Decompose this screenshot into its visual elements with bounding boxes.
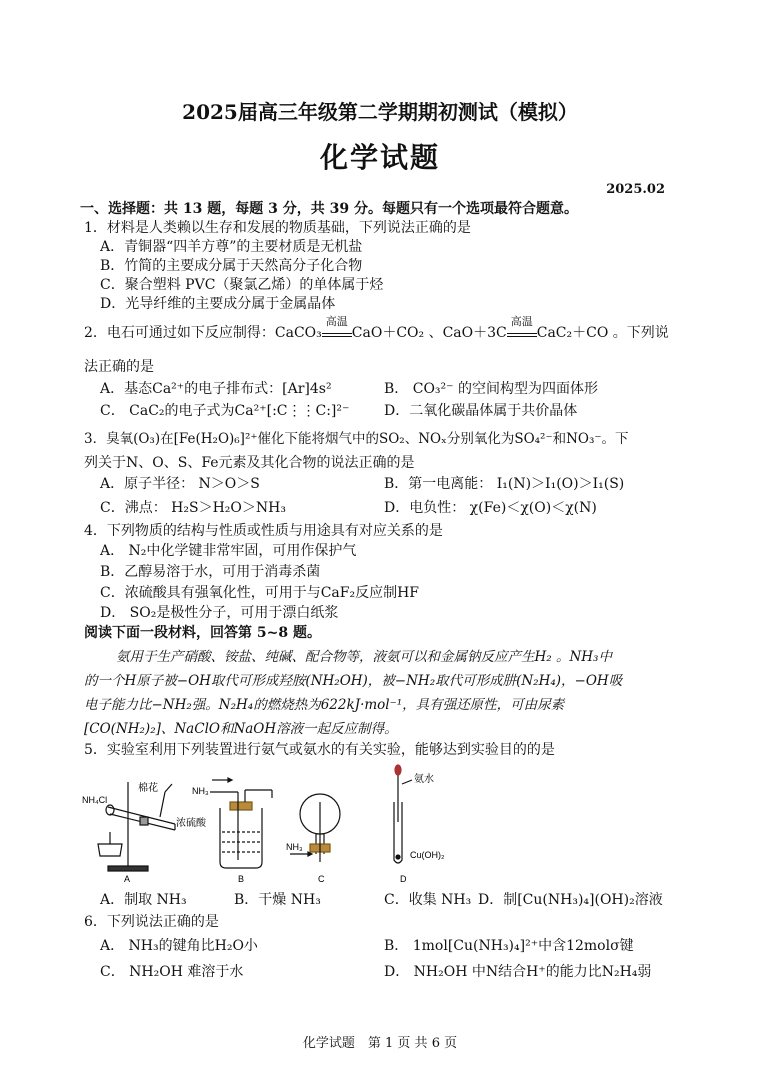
q5-option-c: C．收集 NH₃ — [384, 892, 472, 908]
page-footer: 化学试题 第 1 页 共 6 页 — [302, 1036, 458, 1051]
q3-option-c: C．沸点： H₂S＞H₂O＞NH₃ — [100, 500, 286, 516]
q1-option-a: A．青铜器“四羊方尊”的主要材质是无机盐 — [100, 239, 363, 255]
q1-option-b: B．竹简的主要成分属于天然高分子化合物 — [100, 258, 363, 274]
q2-stem — [84, 315, 669, 342]
a-reagent-label: NH₄Cl — [82, 795, 108, 805]
label-d: D — [400, 874, 407, 884]
q1-option-c: C．聚合塑料 PVC（聚氯乙烯）的单体属于烃 — [100, 277, 384, 293]
exam-title: 2025届高三年级第二学期期初测试（模拟） — [182, 100, 578, 124]
q4-option-a: A． N₂中化学键非常牢固，可用作保护气 — [100, 543, 357, 559]
section-heading: 一、选择题：共 13 题，每题 3 分，共 39 分。每题只有一个选项最符合题意。 — [80, 201, 578, 217]
q4-option-b: B．乙醇易溶于水，可用于消毒杀菌 — [100, 564, 321, 580]
label-b: B — [238, 874, 245, 884]
q2-part-2: CaC₂＋CO 。下列说 — [536, 325, 669, 341]
q6-option-c: C． NH₂OH 难溶于水 — [100, 964, 244, 980]
q4-stem: 4．下列物质的结构与性质或性质与用途具有对应关系的是 — [84, 523, 443, 539]
q5-stem: 5．实验室利用下列装置进行氨气或氨水的有关实验，能够达到实验目的的是 — [84, 742, 555, 758]
q6-option-a: A． NH₃的键角比H₂O小 — [100, 938, 258, 954]
q2-option-a: A．基态Ca²⁺的电子排布式：[Ar]4s² — [100, 381, 332, 397]
q2-option-b: B． CO₃²⁻ 的空间构型为四面体形 — [384, 381, 598, 397]
subject-title: 化学试题 — [319, 141, 440, 174]
d-solid-label: Cu(OH)₂ — [410, 850, 445, 860]
b-acid-label: 浓硫酸 — [176, 818, 206, 829]
apparatus-b — [210, 778, 272, 868]
q3-option-d: D．电负性： χ(Fe)＜χ(O)＜χ(N) — [384, 500, 597, 516]
label-c: C — [318, 874, 325, 884]
q3-stem: 3．臭氧(O₃)在[Fe(H₂O)₆]²⁺催化下能将烟气中的SO₂、NOₓ分别氧化为SO₄²⁻和NO₃⁻。下 — [84, 431, 629, 447]
q4-option-d: D． SO₂是极性分子，可用于漂白纸浆 — [100, 605, 339, 621]
q1-stem: 1．材料是人类赖以生存和发展的物质基础，下列说法正确的是 — [84, 220, 471, 236]
q5-option-d: D．制[Cu(NH₃)₄](OH)₂溶液 — [478, 892, 663, 908]
q5-option-b: B．干燥 NH₃ — [234, 892, 321, 908]
reading-line-4: [CO(NH₂)₂]、NaClO和NaOH溶液一起反应制得。 — [84, 721, 398, 737]
q5-apparatus-figure — [80, 762, 700, 892]
b-gas-label: NH₃ — [192, 786, 209, 796]
apparatus-d — [394, 765, 412, 863]
q2-stem-start: 2．电石可通过如下反应制得：CaCO₃ — [84, 325, 322, 341]
d-liquid-label: 氨水 — [414, 774, 434, 785]
label-a: A — [124, 874, 131, 884]
q2-stem-cont: 法正确的是 — [84, 359, 154, 375]
q3-option-b: B．第一电离能： I₁(N)＞I₁(O)＞I₁(S) — [384, 476, 625, 492]
q6-option-d: D． NH₂OH 中N结合H⁺的能力比N₂H₄弱 — [384, 964, 652, 980]
q3-option-a: A．原子半径： N＞O＞S — [100, 476, 260, 492]
q2-condition-2: 高温 — [507, 325, 537, 337]
reading-line-1: 氨用于生产硝酸、铵盐、纯碱、配合物等，液氨可以和金属钠反应产生H₂ 。NH₃中 — [116, 649, 612, 665]
a-cotton-label: 棉花 — [138, 783, 158, 794]
exam-date: 2025.02 — [606, 182, 665, 197]
q6-stem: 6．下列说法正确的是 — [84, 914, 219, 930]
q6-option-b: B． 1mol[Cu(NH₃)₄]²⁺中含12molσ键 — [384, 938, 634, 954]
apparatus-a — [98, 782, 175, 871]
q2-option-c: C． CaC₂的电子式为Ca²⁺[:C⋮⋮C:]²⁻ — [100, 403, 350, 419]
q2-part-1: CaO＋CO₂ 、CaO＋3C — [351, 325, 507, 341]
q3-stem-cont: 列关于N、O、S、Fe元素及其化合物的说法正确的是 — [84, 455, 415, 471]
q4-option-c: C．浓硫酸具有强氧化性，可用于与CaF₂反应制HF — [100, 585, 420, 601]
reading-heading: 阅读下面一段材料，回答第 5~8 题。 — [84, 625, 321, 641]
reading-line-2: 的一个H原子被−OH取代可形成羟胺(NH₂OH)，被−NH₂取代可形成肼(N₂H₄)，−OH吸 — [84, 673, 623, 689]
reading-line-3: 电子能力比−NH₂强。N₂H₄的燃烧热为622kJ·mol⁻¹，具有强还原性，可由尿素 — [84, 697, 565, 713]
c-gas-label: NH₃ — [286, 842, 303, 852]
q1-option-d: D．光导纤维的主要成分属于金属晶体 — [100, 296, 336, 312]
q5-option-a: A．制取 NH₃ — [100, 892, 187, 908]
q2-option-d: D．二氧化碳晶体属于共价晶体 — [384, 403, 578, 419]
q2-condition-1: 高温 — [322, 325, 352, 337]
